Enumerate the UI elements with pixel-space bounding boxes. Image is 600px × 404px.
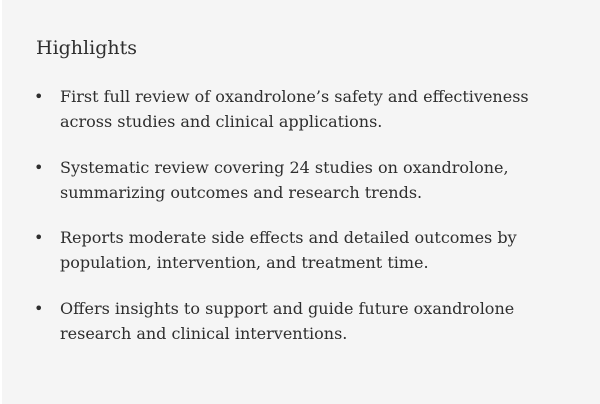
highlights-list xyxy=(32,84,572,366)
bullet-icon: • xyxy=(34,87,44,106)
list-item-text: Systematic review covering 24 studies on oxandrolone, summarizing outcomes and research trends. xyxy=(60,157,509,202)
bullet-icon: • xyxy=(34,228,44,247)
list-item xyxy=(32,84,572,134)
highlights-title: Highlights xyxy=(36,37,137,59)
list-item xyxy=(32,225,572,275)
list-item xyxy=(32,296,572,346)
bullet-icon: • xyxy=(34,157,44,177)
list-item-text: Reports moderate side effects and detailed outcomes by population, intervention, and treatment time. xyxy=(60,228,517,272)
list-item-text: First full review of oxandrolone’s safety and effectiveness across studies and clinical applications. xyxy=(60,87,529,131)
highlights-panel xyxy=(2,0,600,404)
list-item-text: Offers insights to support and guide future oxandrolone research and clinical interventions. xyxy=(60,298,515,343)
bullet-icon: • xyxy=(34,298,44,318)
list-item xyxy=(32,155,572,205)
